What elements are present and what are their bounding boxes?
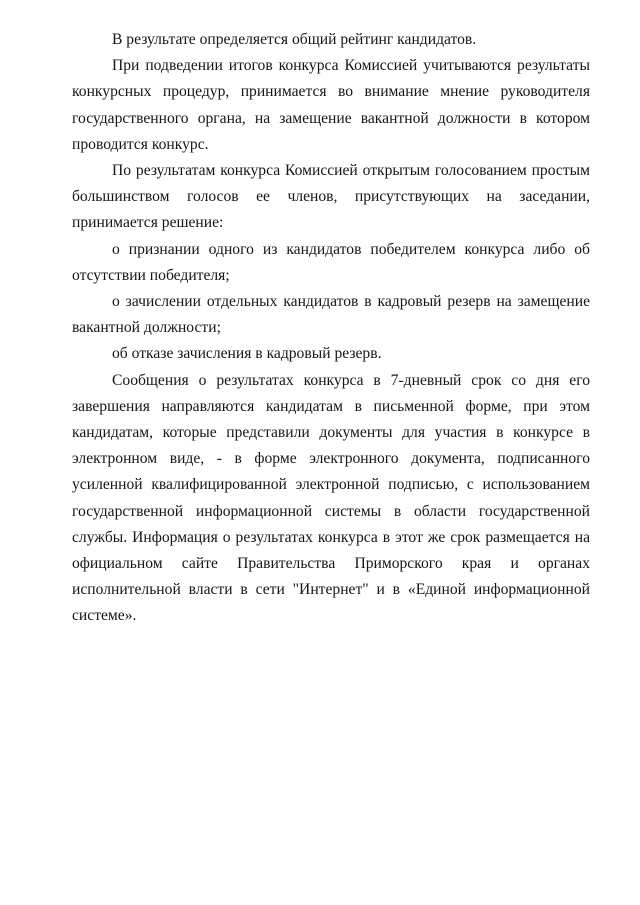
paragraph-decision-refusal: об отказе зачисления в кадровый резерв. <box>112 345 382 363</box>
paragraph-commission-decision: По результатам конкурса Комиссией открытым голосованием простым большинством голосов ее членов, присутствующих на заседании, принимается решение: <box>72 162 590 232</box>
paragraph-rating-result: В результате определяется общий рейтинг кандидатов. <box>112 31 477 48</box>
paragraph-decision-winner: о признании одного из кандидатов победителем конкурса либо об отсутствии победителя; <box>72 240 590 284</box>
document-body <box>72 27 590 630</box>
paragraph-summary-criteria: При подведении итогов конкурса Комиссией учитываются результаты конкурсных процедур, принимается во внимание мнение руководителя государственного органа, на замещение вакантной должности в котором проводится конкурс. <box>72 57 590 153</box>
paragraph-decision-reserve: о зачислении отдельных кандидатов в кадровый резерв на замещение вакантной должности; <box>72 293 590 337</box>
paragraph-notification: Сообщения о результатах конкурса в 7-дневный срок со дня его завершения направляются кандидатам в письменной форме, при этом кандидатам, которые представили документы для участия в конкурсе в электронном виде, - в форме электронного документа, подписанного усиленной квалифицированной электронной подписью, с использованием государственной информационной системы в области государственной службы. Информация о результатах конкурса в этот же срок размещается на официальном сайте Правительства Приморского края и органах исполнительной власти в сети "Интернет" и в «Единой информационной системе». <box>72 371 590 625</box>
